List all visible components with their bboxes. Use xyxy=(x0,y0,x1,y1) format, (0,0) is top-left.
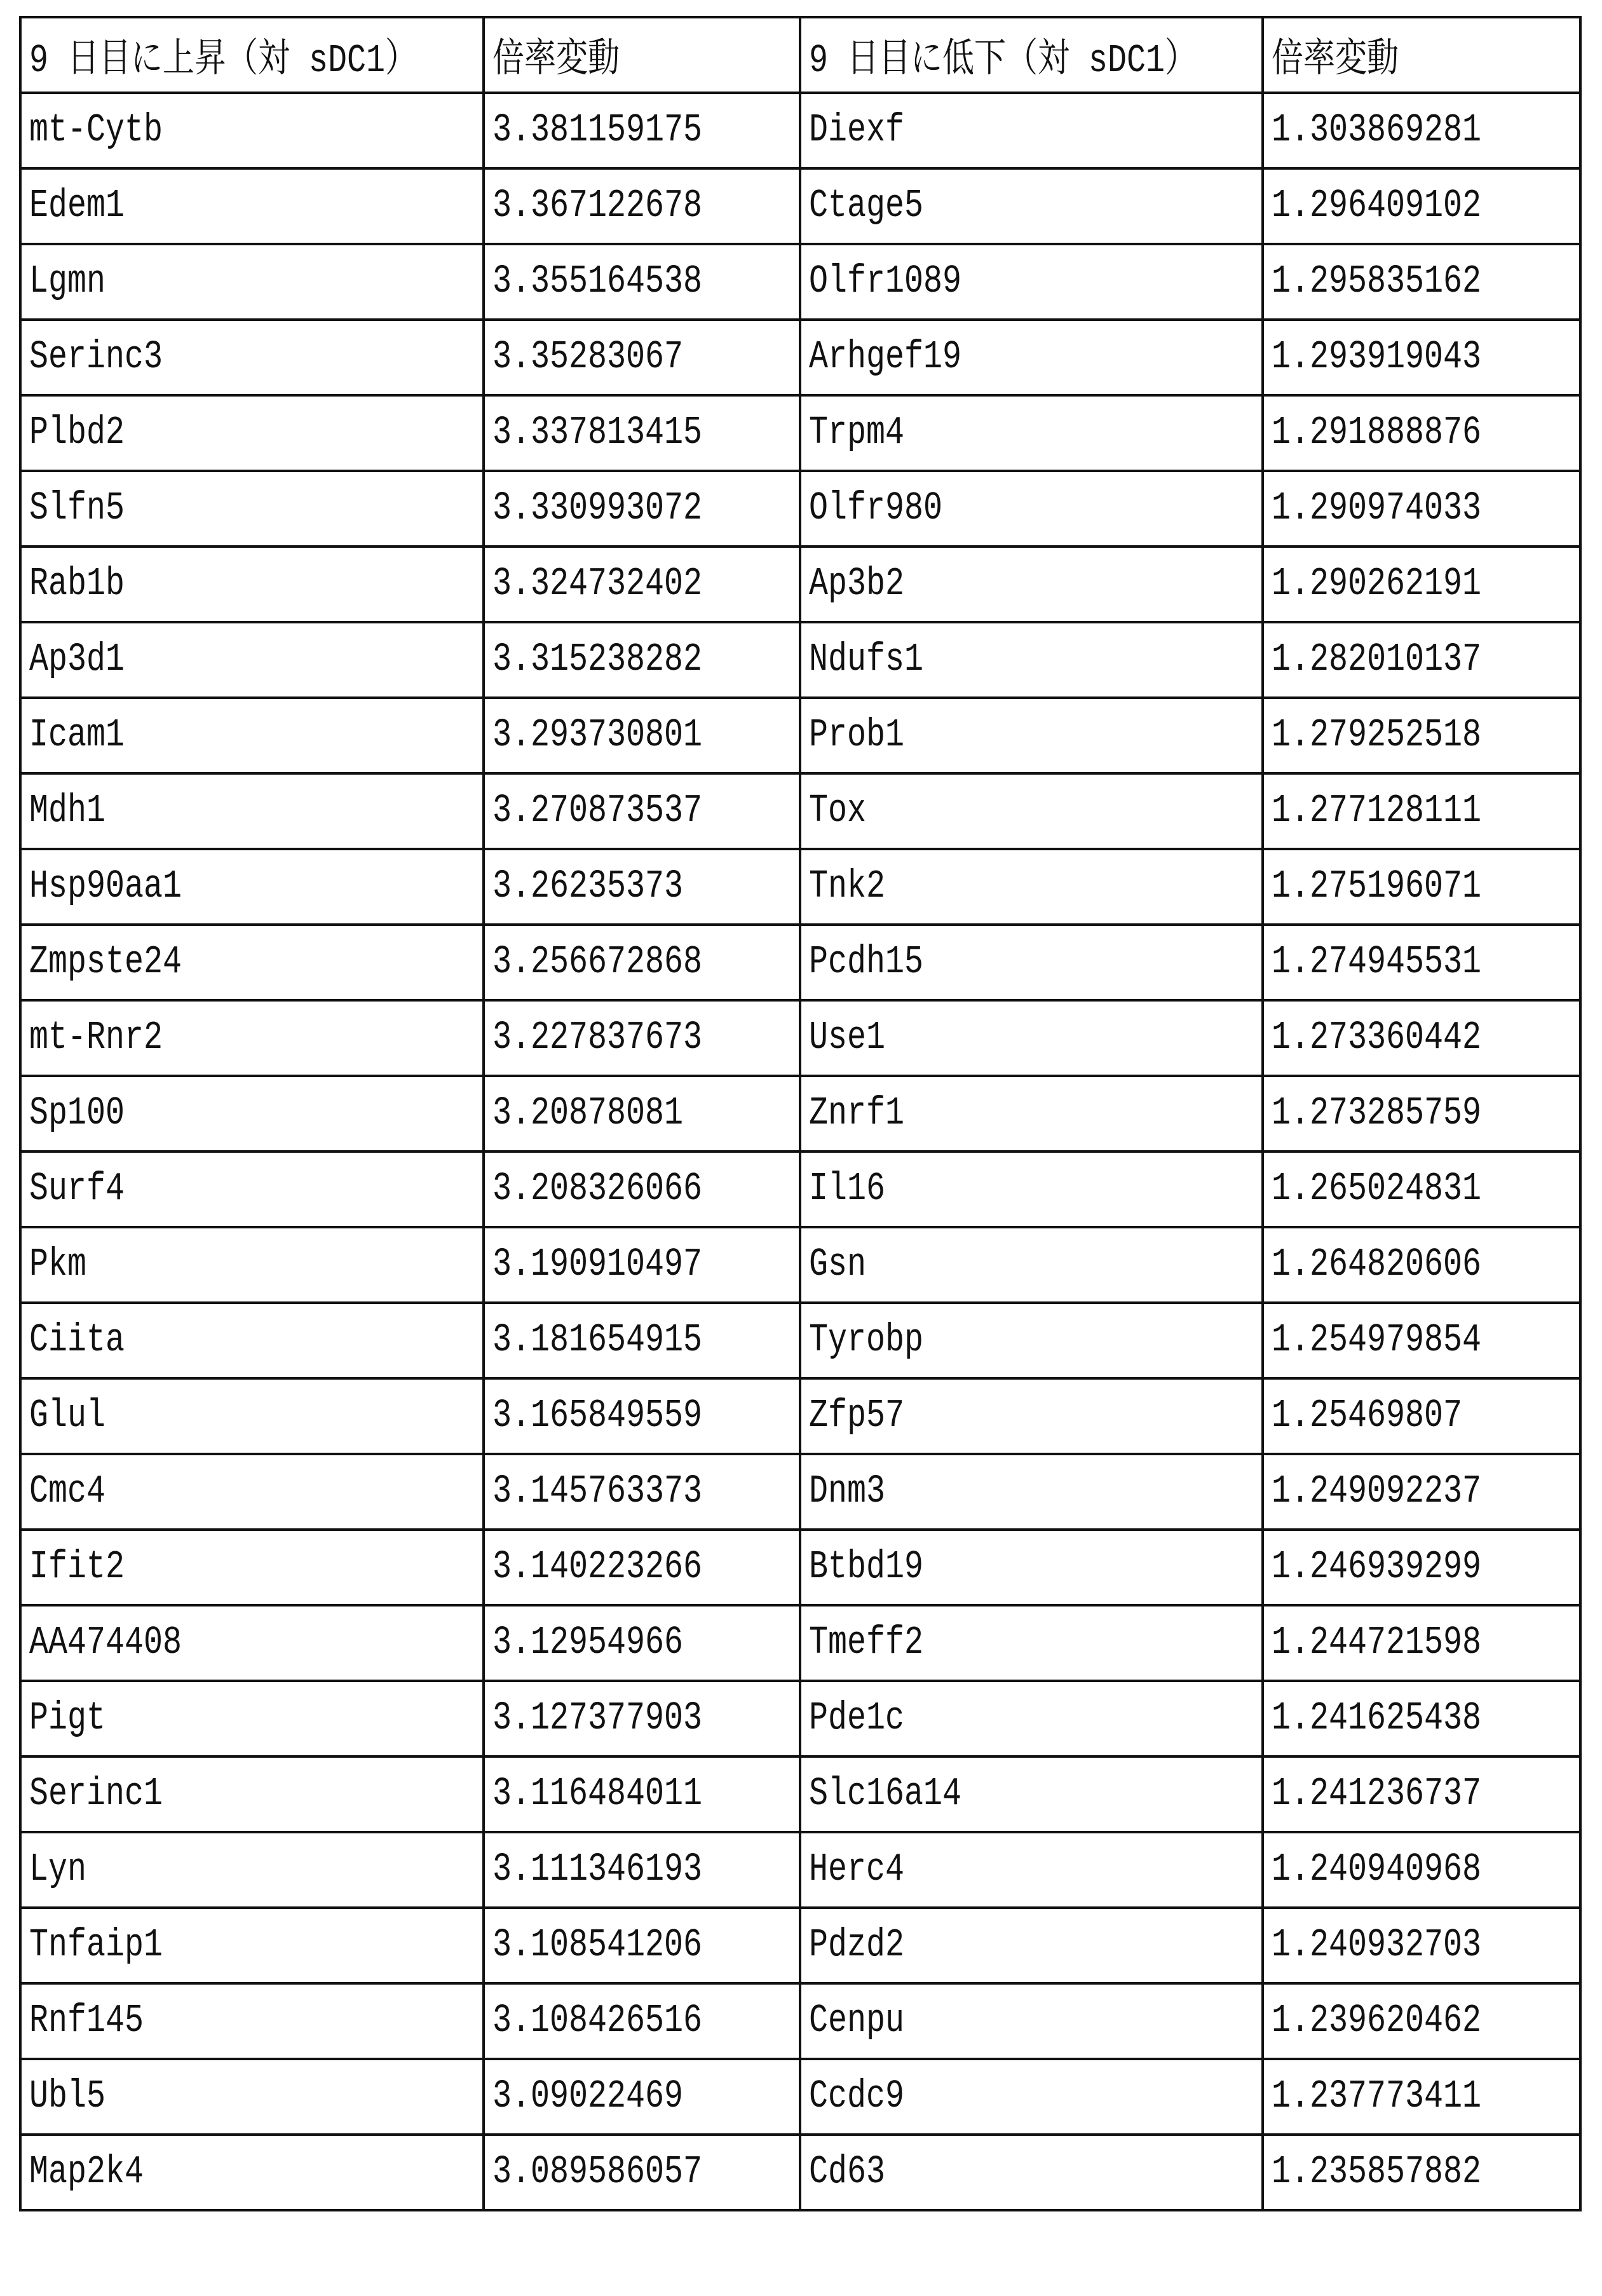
downregulated-gene-cell xyxy=(800,1832,1263,1908)
downregulated-gene-text: Use1 xyxy=(809,1016,885,1061)
downregulated-fold-change-text: 1.246939299 xyxy=(1272,1545,1481,1590)
upregulated-gene-cell xyxy=(20,1530,484,1605)
upregulated-fold-change-text: 3.208326066 xyxy=(492,1167,702,1212)
table-row xyxy=(20,547,1580,622)
upregulated-gene-cell xyxy=(20,168,484,244)
downregulated-gene-text: Il16 xyxy=(809,1167,885,1212)
downregulated-gene-cell xyxy=(800,1454,1263,1530)
table-row xyxy=(20,244,1580,320)
upregulated-fold-change-text: 3.293730801 xyxy=(492,713,702,758)
downregulated-fold-change-text: 1.296409102 xyxy=(1272,184,1481,229)
downregulated-fold-change-cell xyxy=(1263,1605,1580,1681)
downregulated-fold-change-text: 1.277128111 xyxy=(1272,789,1481,834)
table-row xyxy=(20,395,1580,471)
table-row xyxy=(20,1227,1580,1303)
downregulated-gene-text: Olfr1089 xyxy=(809,259,961,304)
upregulated-gene-cell xyxy=(20,1151,484,1227)
downregulated-gene-cell xyxy=(800,1378,1263,1454)
upregulated-gene-cell xyxy=(20,1454,484,1530)
downregulated-gene-cell xyxy=(800,471,1263,547)
upregulated-fold-change-text: 3.227837673 xyxy=(492,1016,702,1061)
upregulated-gene-text: Serinc1 xyxy=(29,1772,163,1817)
downregulated-gene-text: Arhgef19 xyxy=(809,335,961,380)
downregulated-fold-change-cell xyxy=(1263,1303,1580,1378)
downregulated-gene-cell xyxy=(800,1983,1263,2059)
downregulated-fold-change-cell xyxy=(1263,1832,1580,1908)
upregulated-fold-change-cell xyxy=(484,1605,800,1681)
table-row xyxy=(20,1530,1580,1605)
downregulated-fold-change-cell xyxy=(1263,2059,1580,2135)
upregulated-fold-change-text: 3.145763373 xyxy=(492,1469,702,1514)
downregulated-gene-cell xyxy=(800,1303,1263,1378)
downregulated-fold-change-cell xyxy=(1263,547,1580,622)
upregulated-gene-text: Lyn xyxy=(29,1847,86,1892)
upregulated-fold-change-cell xyxy=(484,1756,800,1832)
upregulated-gene-text: Ubl5 xyxy=(29,2074,105,2119)
downregulated-fold-change-text: 1.264820606 xyxy=(1272,1242,1481,1287)
downregulated-gene-cell xyxy=(800,168,1263,244)
downregulated-gene-cell xyxy=(800,1530,1263,1605)
upregulated-fold-change-text: 3.127377903 xyxy=(492,1696,702,1741)
upregulated-fold-change-text: 3.20878081 xyxy=(492,1091,683,1136)
upregulated-fold-change-text: 3.181654915 xyxy=(492,1318,702,1363)
upregulated-gene-cell xyxy=(20,773,484,849)
table-row xyxy=(20,1378,1580,1454)
downregulated-gene-cell xyxy=(800,2059,1263,2135)
upregulated-fold-change-cell xyxy=(484,1378,800,1454)
upregulated-gene-cell xyxy=(20,395,484,471)
downregulated-gene-cell xyxy=(800,93,1263,168)
table-row xyxy=(20,849,1580,925)
downregulated-gene-cell xyxy=(800,1756,1263,1832)
upregulated-fold-change-cell xyxy=(484,2135,800,2210)
header-upregulated-gene xyxy=(20,17,484,93)
downregulated-fold-change-cell xyxy=(1263,1000,1580,1076)
upregulated-fold-change-cell xyxy=(484,773,800,849)
upregulated-gene-text: Tnfaip1 xyxy=(29,1923,163,1968)
table-row xyxy=(20,93,1580,168)
downregulated-fold-change-text: 1.273360442 xyxy=(1272,1016,1481,1061)
table-row xyxy=(20,320,1580,395)
header-row xyxy=(20,17,1580,93)
table-row xyxy=(20,1151,1580,1227)
upregulated-gene-text: Pkm xyxy=(29,1242,86,1287)
upregulated-fold-change-text: 3.116484011 xyxy=(492,1772,702,1817)
upregulated-gene-text: Pigt xyxy=(29,1696,105,1741)
downregulated-fold-change-text: 1.265024831 xyxy=(1272,1167,1481,1212)
downregulated-fold-change-cell xyxy=(1263,698,1580,773)
table-body xyxy=(20,93,1580,2210)
upregulated-fold-change-text: 3.330993072 xyxy=(492,486,702,531)
table-row xyxy=(20,773,1580,849)
downregulated-gene-cell xyxy=(800,1227,1263,1303)
downregulated-gene-cell xyxy=(800,849,1263,925)
upregulated-gene-cell xyxy=(20,622,484,698)
downregulated-fold-change-text: 1.241236737 xyxy=(1272,1772,1481,1817)
upregulated-fold-change-cell xyxy=(484,1151,800,1227)
downregulated-fold-change-cell xyxy=(1263,2135,1580,2210)
downregulated-gene-cell xyxy=(800,1908,1263,1983)
downregulated-gene-cell xyxy=(800,1681,1263,1756)
upregulated-gene-text: mt-Rnr2 xyxy=(29,1016,163,1061)
header-label: 9 日目に低下（対 sDC1） xyxy=(809,26,1197,84)
upregulated-gene-cell xyxy=(20,320,484,395)
table-row xyxy=(20,1908,1580,1983)
table-row xyxy=(20,698,1580,773)
downregulated-gene-text: Cenpu xyxy=(809,1999,904,2044)
downregulated-fold-change-cell xyxy=(1263,1681,1580,1756)
upregulated-fold-change-cell xyxy=(484,168,800,244)
header-label: 倍率変動 xyxy=(492,26,620,84)
upregulated-fold-change-cell xyxy=(484,1227,800,1303)
upregulated-fold-change-cell xyxy=(484,244,800,320)
upregulated-gene-text: Map2k4 xyxy=(29,2150,144,2195)
downregulated-gene-text: Pcdh15 xyxy=(809,940,923,985)
downregulated-gene-text: Diexf xyxy=(809,108,904,153)
upregulated-gene-text: mt-Cytb xyxy=(29,108,163,153)
upregulated-gene-text: Slfn5 xyxy=(29,486,125,531)
upregulated-fold-change-cell xyxy=(484,622,800,698)
upregulated-gene-cell xyxy=(20,925,484,1000)
table-row xyxy=(20,1303,1580,1378)
downregulated-gene-text: Olfr980 xyxy=(809,486,942,531)
downregulated-fold-change-cell xyxy=(1263,773,1580,849)
upregulated-fold-change-cell xyxy=(484,849,800,925)
upregulated-fold-change-text: 3.256672868 xyxy=(492,940,702,985)
upregulated-fold-change-cell xyxy=(484,1908,800,1983)
downregulated-gene-text: Pde1c xyxy=(809,1696,904,1741)
upregulated-gene-cell xyxy=(20,93,484,168)
upregulated-gene-cell xyxy=(20,849,484,925)
table-row xyxy=(20,1832,1580,1908)
upregulated-gene-cell xyxy=(20,244,484,320)
upregulated-fold-change-cell xyxy=(484,1832,800,1908)
downregulated-gene-cell xyxy=(800,622,1263,698)
downregulated-fold-change-cell xyxy=(1263,1378,1580,1454)
upregulated-fold-change-text: 3.367122678 xyxy=(492,184,702,229)
downregulated-fold-change-cell xyxy=(1263,320,1580,395)
downregulated-gene-cell xyxy=(800,547,1263,622)
downregulated-gene-text: Ap3b2 xyxy=(809,562,904,607)
downregulated-fold-change-cell xyxy=(1263,395,1580,471)
upregulated-gene-text: Serinc3 xyxy=(29,335,163,380)
downregulated-gene-text: Ctage5 xyxy=(809,184,923,229)
downregulated-fold-change-cell xyxy=(1263,1454,1580,1530)
downregulated-fold-change-cell xyxy=(1263,1530,1580,1605)
table-row xyxy=(20,2135,1580,2210)
header-upregulated-fold-change xyxy=(484,17,800,93)
upregulated-fold-change-cell xyxy=(484,320,800,395)
upregulated-fold-change-text: 3.108426516 xyxy=(492,1999,702,2044)
downregulated-gene-text: Ccdc9 xyxy=(809,2074,904,2119)
upregulated-gene-cell xyxy=(20,1832,484,1908)
downregulated-fold-change-text: 1.303869281 xyxy=(1272,108,1481,153)
downregulated-gene-cell xyxy=(800,244,1263,320)
upregulated-gene-text: Mdh1 xyxy=(29,789,105,834)
upregulated-gene-cell xyxy=(20,698,484,773)
downregulated-fold-change-cell xyxy=(1263,471,1580,547)
upregulated-fold-change-cell xyxy=(484,1076,800,1151)
table-row xyxy=(20,2059,1580,2135)
downregulated-gene-cell xyxy=(800,2135,1263,2210)
upregulated-gene-cell xyxy=(20,547,484,622)
upregulated-gene-cell xyxy=(20,471,484,547)
downregulated-fold-change-text: 1.239620462 xyxy=(1272,1999,1481,2044)
downregulated-gene-text: Znrf1 xyxy=(809,1091,904,1136)
downregulated-fold-change-text: 1.295835162 xyxy=(1272,259,1481,304)
upregulated-fold-change-text: 3.09022469 xyxy=(492,2074,683,2119)
upregulated-gene-text: Surf4 xyxy=(29,1167,125,1212)
downregulated-fold-change-cell xyxy=(1263,93,1580,168)
header-label: 9 日目に上昇（対 sDC1） xyxy=(29,26,417,84)
upregulated-gene-text: Hsp90aa1 xyxy=(29,864,182,909)
downregulated-gene-cell xyxy=(800,395,1263,471)
downregulated-gene-text: Tnk2 xyxy=(809,864,885,909)
upregulated-fold-change-text: 3.315238282 xyxy=(492,637,702,683)
upregulated-gene-cell xyxy=(20,1756,484,1832)
downregulated-fold-change-cell xyxy=(1263,1983,1580,2059)
upregulated-gene-text: Rnf145 xyxy=(29,1999,144,2044)
downregulated-fold-change-text: 1.279252518 xyxy=(1272,713,1481,758)
downregulated-fold-change-text: 1.241625438 xyxy=(1272,1696,1481,1741)
downregulated-gene-text: Trpm4 xyxy=(809,411,904,456)
upregulated-gene-cell xyxy=(20,1076,484,1151)
downregulated-fold-change-text: 1.240940968 xyxy=(1272,1847,1481,1892)
downregulated-fold-change-cell xyxy=(1263,925,1580,1000)
downregulated-fold-change-cell xyxy=(1263,1076,1580,1151)
upregulated-gene-text: Glul xyxy=(29,1394,105,1439)
downregulated-fold-change-text: 1.244721598 xyxy=(1272,1620,1481,1666)
downregulated-fold-change-cell xyxy=(1263,244,1580,320)
downregulated-fold-change-text: 1.293919043 xyxy=(1272,335,1481,380)
upregulated-fold-change-cell xyxy=(484,395,800,471)
upregulated-fold-change-text: 3.190910497 xyxy=(492,1242,702,1287)
upregulated-gene-text: Ciita xyxy=(29,1318,125,1363)
downregulated-fold-change-text: 1.249092237 xyxy=(1272,1469,1481,1514)
downregulated-fold-change-text: 1.290262191 xyxy=(1272,562,1481,607)
downregulated-gene-text: Cd63 xyxy=(809,2150,885,2195)
table-row xyxy=(20,471,1580,547)
upregulated-gene-cell xyxy=(20,1000,484,1076)
downregulated-gene-cell xyxy=(800,925,1263,1000)
upregulated-gene-cell xyxy=(20,1983,484,2059)
downregulated-fold-change-cell xyxy=(1263,849,1580,925)
header-downregulated-fold-change xyxy=(1263,17,1580,93)
upregulated-fold-change-text: 3.26235373 xyxy=(492,864,683,909)
downregulated-fold-change-text: 1.254979854 xyxy=(1272,1318,1481,1363)
downregulated-gene-text: Herc4 xyxy=(809,1847,904,1892)
upregulated-gene-cell xyxy=(20,2059,484,2135)
upregulated-gene-text: AA474408 xyxy=(29,1620,182,1666)
upregulated-fold-change-cell xyxy=(484,547,800,622)
downregulated-gene-text: Slc16a14 xyxy=(809,1772,961,1817)
table-row xyxy=(20,168,1580,244)
downregulated-gene-text: Btbd19 xyxy=(809,1545,923,1590)
table-header xyxy=(20,17,1580,93)
upregulated-fold-change-cell xyxy=(484,1983,800,2059)
downregulated-gene-text: Pdzd2 xyxy=(809,1923,904,1968)
downregulated-gene-cell xyxy=(800,1000,1263,1076)
upregulated-fold-change-cell xyxy=(484,471,800,547)
downregulated-gene-text: Zfp57 xyxy=(809,1394,904,1439)
header-label: 倍率変動 xyxy=(1272,26,1399,84)
upregulated-fold-change-cell xyxy=(484,1000,800,1076)
downregulated-fold-change-text: 1.237773411 xyxy=(1272,2074,1481,2119)
upregulated-gene-cell xyxy=(20,1303,484,1378)
upregulated-fold-change-cell xyxy=(484,698,800,773)
downregulated-gene-cell xyxy=(800,698,1263,773)
downregulated-gene-text: Ndufs1 xyxy=(809,637,923,683)
downregulated-fold-change-text: 1.291888876 xyxy=(1272,411,1481,456)
downregulated-fold-change-text: 1.273285759 xyxy=(1272,1091,1481,1136)
downregulated-fold-change-cell xyxy=(1263,168,1580,244)
upregulated-fold-change-text: 3.270873537 xyxy=(492,789,702,834)
upregulated-gene-text: Ap3d1 xyxy=(29,637,125,683)
downregulated-fold-change-text: 1.282010137 xyxy=(1272,637,1481,683)
upregulated-gene-text: Sp100 xyxy=(29,1091,125,1136)
downregulated-gene-cell xyxy=(800,773,1263,849)
gene-fold-change-table xyxy=(19,16,1582,2211)
upregulated-fold-change-cell xyxy=(484,925,800,1000)
upregulated-gene-text: Rab1b xyxy=(29,562,125,607)
upregulated-fold-change-text: 3.355164538 xyxy=(492,259,702,304)
downregulated-fold-change-text: 1.25469807 xyxy=(1272,1394,1462,1439)
downregulated-gene-cell xyxy=(800,320,1263,395)
downregulated-gene-text: Tox xyxy=(809,789,866,834)
upregulated-fold-change-text: 3.089586057 xyxy=(492,2150,702,2195)
upregulated-fold-change-text: 3.12954966 xyxy=(492,1620,683,1666)
downregulated-fold-change-cell xyxy=(1263,1151,1580,1227)
table-row xyxy=(20,1983,1580,2059)
upregulated-fold-change-text: 3.111346193 xyxy=(492,1847,702,1892)
upregulated-gene-text: Plbd2 xyxy=(29,411,125,456)
upregulated-fold-change-cell xyxy=(484,1681,800,1756)
downregulated-gene-text: Dnm3 xyxy=(809,1469,885,1514)
upregulated-gene-cell xyxy=(20,2135,484,2210)
downregulated-gene-text: Tyrobp xyxy=(809,1318,923,1363)
downregulated-gene-cell xyxy=(800,1076,1263,1151)
upregulated-fold-change-cell xyxy=(484,1454,800,1530)
downregulated-gene-text: Tmeff2 xyxy=(809,1620,923,1666)
downregulated-gene-text: Gsn xyxy=(809,1242,866,1287)
upregulated-gene-cell xyxy=(20,1605,484,1681)
upregulated-fold-change-cell xyxy=(484,1530,800,1605)
table-row xyxy=(20,1000,1580,1076)
table-row xyxy=(20,622,1580,698)
downregulated-fold-change-cell xyxy=(1263,1227,1580,1303)
table-row xyxy=(20,925,1580,1000)
upregulated-gene-cell xyxy=(20,1227,484,1303)
upregulated-gene-cell xyxy=(20,1908,484,1983)
downregulated-fold-change-cell xyxy=(1263,622,1580,698)
upregulated-fold-change-cell xyxy=(484,2059,800,2135)
upregulated-fold-change-text: 3.140223266 xyxy=(492,1545,702,1590)
upregulated-gene-cell xyxy=(20,1681,484,1756)
downregulated-fold-change-cell xyxy=(1263,1908,1580,1983)
table-row xyxy=(20,1454,1580,1530)
upregulated-gene-text: Edem1 xyxy=(29,184,125,229)
upregulated-fold-change-text: 3.35283067 xyxy=(492,335,683,380)
header-downregulated-gene xyxy=(800,17,1263,93)
upregulated-gene-text: Lgmn xyxy=(29,259,105,304)
downregulated-gene-cell xyxy=(800,1605,1263,1681)
upregulated-fold-change-text: 3.165849559 xyxy=(492,1394,702,1439)
downregulated-fold-change-text: 1.274945531 xyxy=(1272,940,1481,985)
downregulated-fold-change-cell xyxy=(1263,1756,1580,1832)
upregulated-gene-text: Zmpste24 xyxy=(29,940,182,985)
downregulated-fold-change-text: 1.290974033 xyxy=(1272,486,1481,531)
upregulated-gene-text: Cmc4 xyxy=(29,1469,105,1514)
table-row xyxy=(20,1681,1580,1756)
upregulated-gene-cell xyxy=(20,1378,484,1454)
table-row xyxy=(20,1605,1580,1681)
upregulated-gene-text: Icam1 xyxy=(29,713,125,758)
downregulated-fold-change-text: 1.275196071 xyxy=(1272,864,1481,909)
downregulated-fold-change-text: 1.240932703 xyxy=(1272,1923,1481,1968)
downregulated-gene-text: Prob1 xyxy=(809,713,904,758)
upregulated-fold-change-text: 3.337813415 xyxy=(492,411,702,456)
downregulated-gene-cell xyxy=(800,1151,1263,1227)
table-row xyxy=(20,1076,1580,1151)
table-row xyxy=(20,1756,1580,1832)
upregulated-fold-change-text: 3.381159175 xyxy=(492,108,702,153)
upregulated-gene-text: Ifit2 xyxy=(29,1545,125,1590)
upregulated-fold-change-text: 3.108541206 xyxy=(492,1923,702,1968)
downregulated-fold-change-text: 1.235857882 xyxy=(1272,2150,1481,2195)
upregulated-fold-change-cell xyxy=(484,1303,800,1378)
upregulated-fold-change-text: 3.324732402 xyxy=(492,562,702,607)
upregulated-fold-change-cell xyxy=(484,93,800,168)
